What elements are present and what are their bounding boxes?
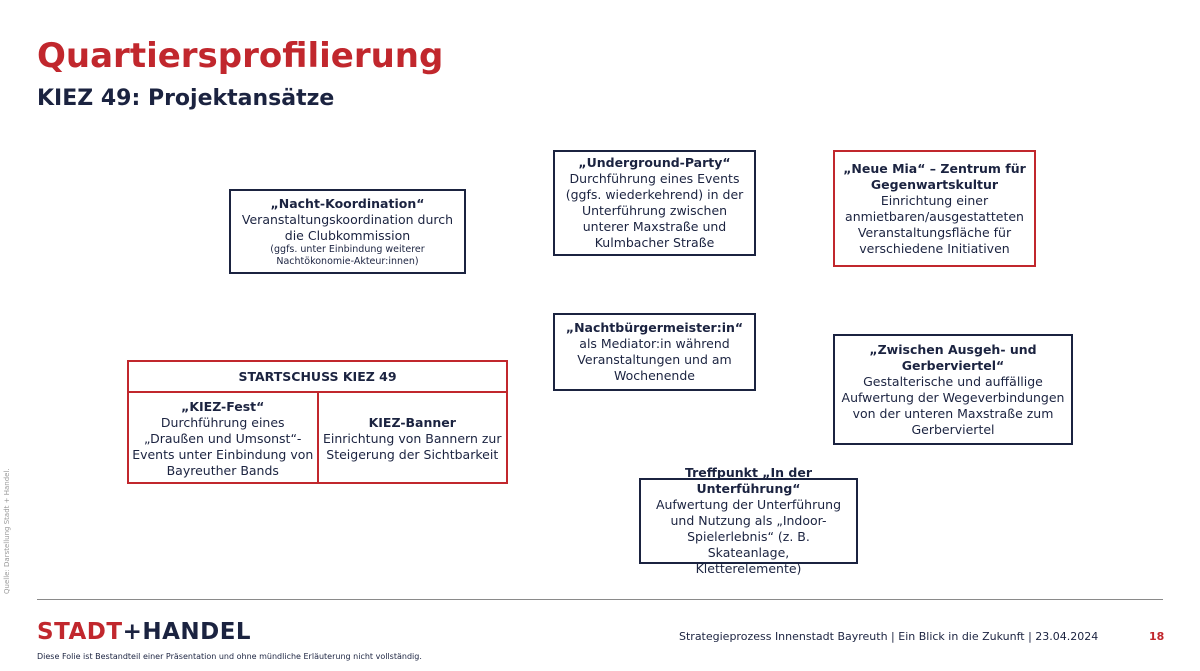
box-line: Veranstaltungsfläche für [857, 224, 1012, 240]
kiez-fest-cell [129, 393, 317, 484]
nachtbuergermeister-box [553, 313, 756, 391]
box-line: unterer Maxstraße und [582, 219, 727, 234]
box-heading: „KIEZ-Fest“ [181, 398, 265, 414]
neue-mia-box [833, 150, 1036, 267]
box-line: Gestalterische und auffällige [863, 373, 1043, 389]
box-line: verschiedene Initiativen [859, 240, 1010, 256]
box-line: und Nutzung als „Indoor- [670, 513, 827, 528]
box-heading: Gerberviertel“ [901, 357, 1005, 373]
box-heading: „Nachtbürgermeister:in“ [565, 320, 744, 335]
box-note: Nachtökonomie-Akteur:innen) [276, 255, 419, 267]
treffpunkt-box [639, 465, 858, 576]
box-heading: „Neue Mia“ – Zentrum für [843, 160, 1026, 176]
box-heading: KIEZ-Banner [368, 414, 456, 430]
box-heading: Gegenwartskultur [870, 176, 999, 192]
box-line: Kletterelemente) [695, 561, 802, 576]
box-heading: „Underground-Party“ [578, 155, 731, 170]
box-line: Bayreuther Bands [166, 462, 279, 478]
box-line: Spielerlebnis“ (z. B. Skateanlage, [687, 529, 810, 560]
box-note: (ggfs. unter Einbindung weiterer [270, 243, 425, 255]
underground-party-box [553, 150, 756, 256]
footer-divider [37, 599, 1163, 600]
box-line: Wochenende [614, 368, 695, 383]
startschuss-heading: STARTSCHUSS KIEZ 49 [129, 362, 506, 393]
page-title: Quartiersprofilierung [37, 36, 444, 76]
logo-part-handel: +HANDEL [122, 619, 252, 645]
stadt-handel-logo [37, 619, 251, 645]
box-line: (ggfs. wiederkehrend) in der [565, 187, 744, 202]
box-line: von der unteren Maxstraße zum [852, 405, 1054, 421]
source-note: Quelle: Darstellung Stadt + Handel. [3, 468, 11, 594]
box-line: als Mediator:in während [579, 336, 730, 351]
box-line: „Draußen und Umsonst“- [144, 430, 302, 446]
box-heading: „Zwischen Ausgeh- und [869, 341, 1037, 357]
box-line: Durchführung eines Events [569, 171, 740, 186]
box-line: Veranstaltungen und am [577, 352, 732, 367]
box-line: Events unter Einbindung von [132, 446, 314, 462]
box-line: Steigerung der Sichtbarkeit [326, 446, 499, 462]
kiez-banner-cell [317, 393, 507, 484]
zwischen-viertel-box [833, 334, 1073, 445]
footer-disclaimer: Diese Folie ist Bestandteil einer Präsentation und ohne mündliche Erläuterung nicht vollständig. [37, 652, 422, 661]
box-line: Gerberviertel [911, 421, 995, 437]
footer-text: Strategieprozess Innenstadt Bayreuth | Ein Blick in die Zukunft | 23.04.2024 [679, 630, 1099, 643]
startschuss-row [129, 393, 506, 484]
box-line: Einrichtung einer [880, 192, 989, 208]
box-line: Durchführung eines [160, 414, 285, 430]
box-line: Veranstaltungskoordination durch [241, 211, 454, 227]
box-line: Kulmbacher Straße [594, 235, 715, 250]
logo-part-stadt: STADT [37, 619, 123, 645]
box-line: Aufwertung der Unterführung [655, 497, 842, 512]
page-subtitle: KIEZ 49: Projektansätze [37, 86, 335, 111]
nacht-koordination-box [229, 189, 466, 274]
box-line: Einrichtung von Bannern zur [322, 430, 502, 446]
box-line: anmietbaren/ausgestatteten [845, 208, 1024, 224]
box-line: Aufwertung der Wegeverbindungen [841, 389, 1065, 405]
box-line: Unterführung zwischen [581, 203, 728, 218]
box-heading: Treffpunkt „In der Unterführung“ [684, 465, 812, 496]
box-heading: „Nacht-Koordination“ [270, 195, 425, 211]
box-line: die Clubkommission [284, 227, 411, 243]
startschuss-box [127, 360, 508, 484]
page-number: 18 [1149, 630, 1165, 643]
